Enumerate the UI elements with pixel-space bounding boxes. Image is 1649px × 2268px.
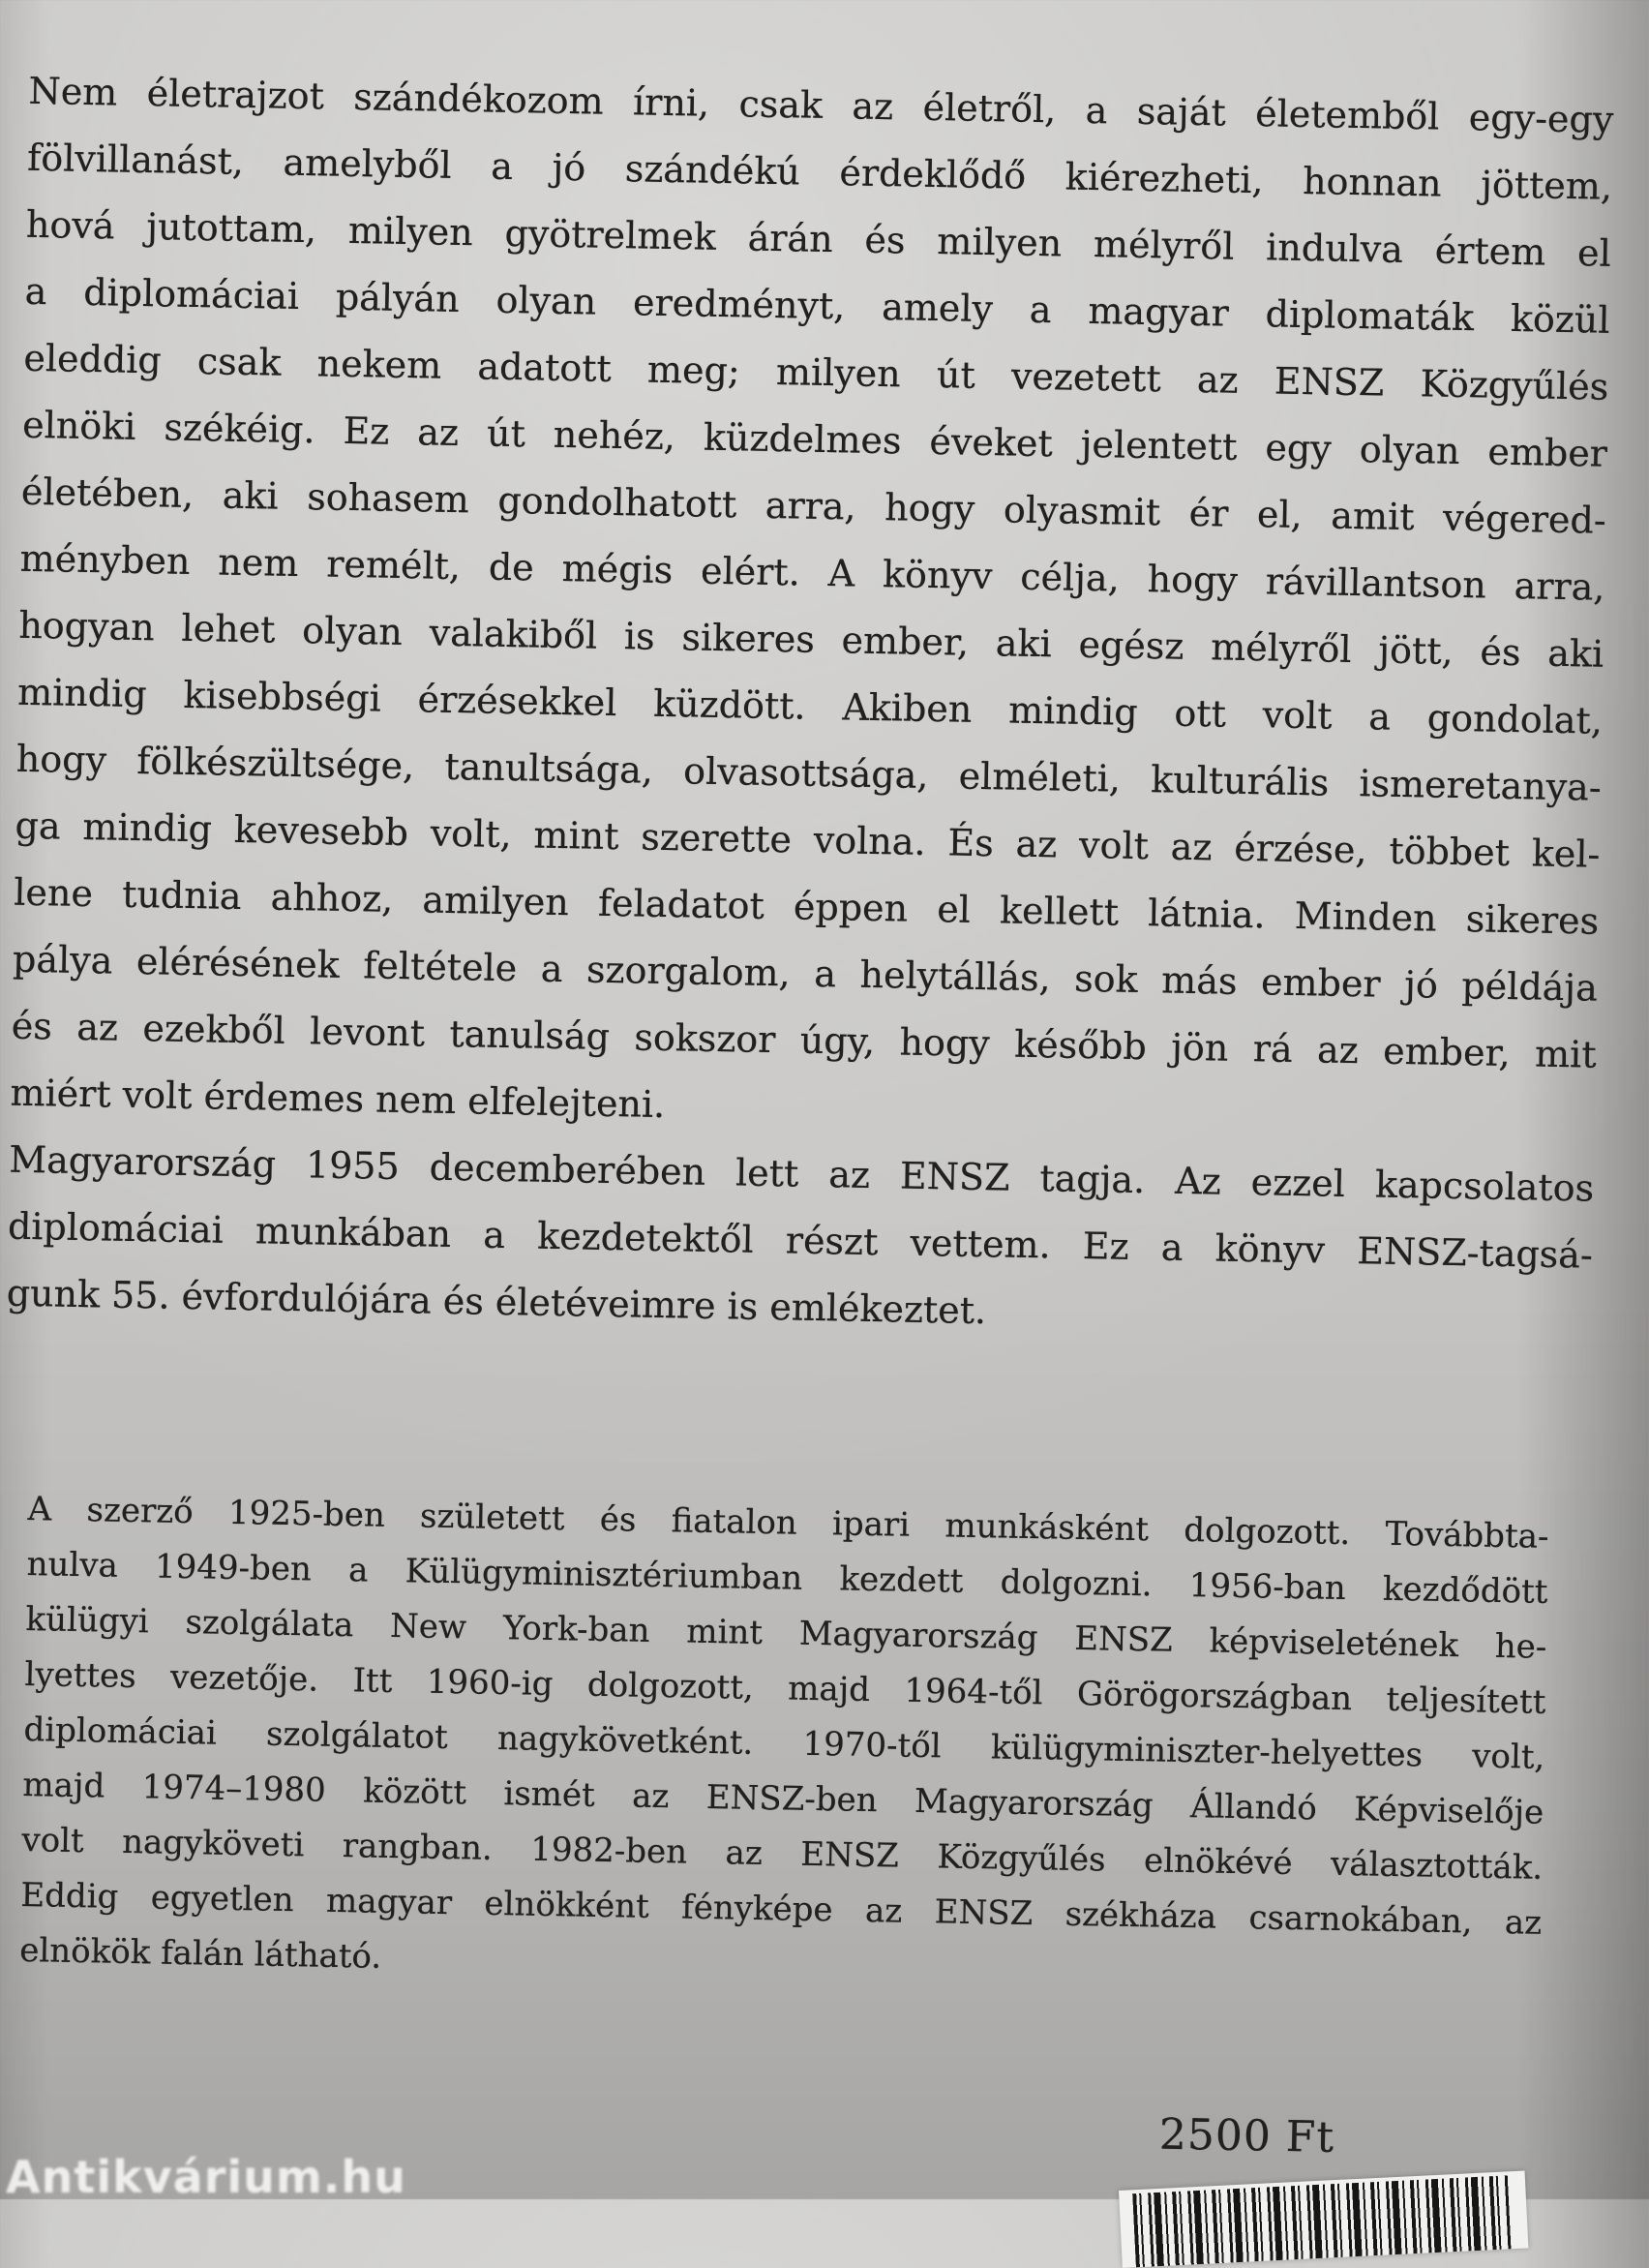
text-line: elnökök falán látható. — [18, 1930, 382, 1977]
text-line: lene tudnia ahhoz, amilyen feladatot éppen el kellett látnia. Minden sikeres — [13, 870, 1600, 943]
antikvarium-watermark: Antikvárium.hu — [6, 2151, 406, 2203]
text-line: mindig kisebbségi érzésekkel küzdött. Akiben mindig ott volt a gondolat, — [16, 670, 1604, 742]
text-line: külügyi szolgálata New York-ban mint Magyarország ENSZ képviseletének he- — [25, 1600, 1547, 1667]
closing-paragraph — [6, 1127, 1595, 1356]
text-line: elnöki székéig. Ez az út nehéz, küzdelmes éveket jelentett egy olyan ember — [21, 403, 1608, 475]
text-line: Eddig egyetlen magyar elnökként fényképe az ENSZ székháza csarnokában, az — [20, 1875, 1543, 1943]
text-line: Magyarország 1955 decemberében lett az ENSZ tagja. Az ezzel kapcsolatos — [8, 1137, 1595, 1210]
barcode-icon — [1132, 2175, 1513, 2267]
text-line: hogyan lehet olyan valakiből is sikeres ember, aki egész mélyről jött, és aki — [18, 603, 1604, 676]
text-line: pálya elérésének feltétele a szorgalom, a helytállás, sok más ember jó példája — [12, 937, 1599, 1010]
text-line: a diplomáciai pályán olyan eredményt, amely a magyar diplomaták közül — [24, 269, 1610, 342]
text-line: majd 1974–1980 között ismét az ENSZ-ben Magyarország Állandó Képviselője — [22, 1765, 1544, 1832]
text-line: diplomáciai munkában a kezdetektől részt vettem. Ez a könyv ENSZ-tagsá- — [7, 1204, 1594, 1277]
text-line: nulva 1949-ben a Külügyminisztériumban kezdett dolgozni. 1956-ban kezdődött — [26, 1545, 1548, 1612]
text-line: hová jutottam, milyen gyötrelmek árán és milyen mélyről indulva értem el — [25, 202, 1612, 275]
main-paragraph — [10, 58, 1614, 1156]
text-line: gunk 55. évfordulójára és életéveimre is emlékeztet. — [6, 1271, 987, 1333]
text-line: fölvillanást, amelyből a jó szándékú érdeklődő kiérezheti, honnan jöttem, — [26, 136, 1613, 208]
text-line: lyettes vezetője. Itt 1960-ig dolgozott, majd 1964-től Görögországban teljesített — [24, 1655, 1546, 1722]
author-bio-paragraph — [19, 1482, 1549, 2007]
text-line: életében, aki sohasem gondolhatott arra, hogy olyasmit ér el, amit végered- — [20, 469, 1607, 542]
text-line: ga mindig kevesebb volt, mint szerette volna. És az volt az érzése, többet kel- — [15, 803, 1601, 876]
price-label: 2500 Ft — [1158, 2109, 1335, 2162]
text-line: és az ezekből levont tanulság sokszor úgy, hogy később jön rá az ember, mit — [11, 1004, 1597, 1076]
text-line: hogy fölkészültsége, tanultsága, olvasottsága, elméleti, kulturális ismeretanya- — [15, 737, 1603, 809]
text-line: diplomáciai szolgálatot nagykövetként. 1970-től külügyminiszter-helyettes volt, — [23, 1710, 1545, 1777]
text-line: A szerző 1925-ben született és fiatalon ipari munkásként dolgozott. Továbbta- — [27, 1490, 1549, 1557]
text-line: miért volt érdemes nem elfelejteni. — [10, 1071, 666, 1127]
text-line: Nem életrajzot szándékozom írni, csak az életről, a saját életemből egy-egy — [28, 69, 1614, 141]
text-line: volt nagyköveti rangban. 1982-ben az ENSZ Közgyűlés elnökévé választották. — [21, 1820, 1544, 1888]
text-line: eleddig csak nekem adatott meg; milyen út vezetett az ENSZ Közgyűlés — [23, 336, 1609, 408]
text-line: ményben nem remélt, de mégis elért. A könyv célja, hogy rávillantson arra, — [19, 536, 1605, 609]
